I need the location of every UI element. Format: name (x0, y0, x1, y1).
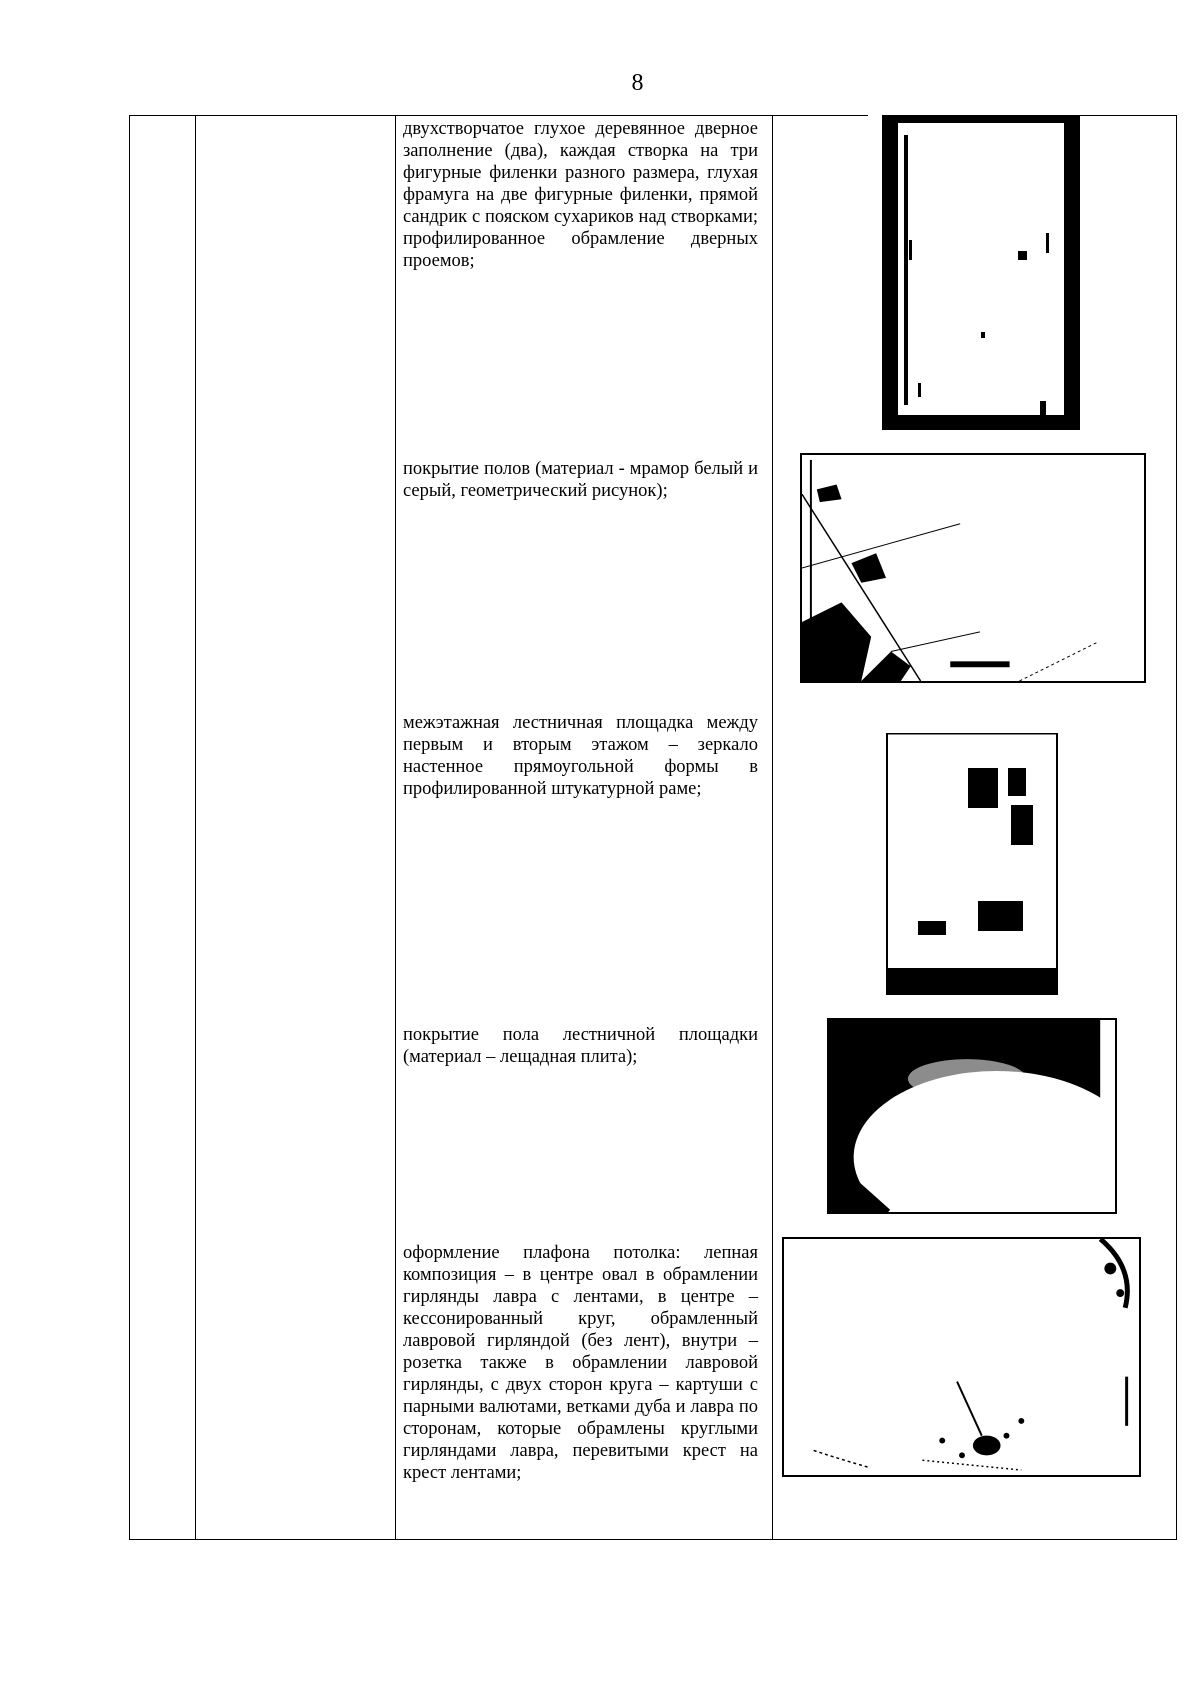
description-ceiling-plafond: оформление плафона потолка: лепная композиция – в центре овал в обрамлении гирлянды лавра с лентами, в центре – кессонированный круг, обрамленный лавровой гирляндой (без лент), внутри – розетка также в обрамлении лавровой гирлянды, с двух сторон круга – картуши с парными валютами, ветками дуба и лавра по сторонам, которые обрамлены круглыми гирляндами лавра, перевитыми крест на крест лентами; (403, 1243, 758, 1483)
description-door: двухстворчатое глухое деревянное дверное заполнение (два), каждая створка на три фигурные филенки разного размера, глухая фрамуга на две фигурные филенки, прямой сандрик с пояском сухариков над створками; профилированное обрамление дверных проемов; (403, 119, 758, 271)
description-marble-floor: покрытие полов (материал - мрамор белый и серый, геометрический рисунок); (403, 459, 758, 501)
description-landing-floor: покрытие пола лестничной площадки (материал – лещадная плита); (403, 1025, 758, 1067)
marble-floor-photo (800, 453, 1146, 683)
ceiling-plafond-photo (782, 1237, 1141, 1477)
wall-mirror-photo (886, 733, 1058, 995)
door-photo (868, 115, 1080, 430)
description-wall-mirror: межэтажная лестничная площадка между первым и вторым этажом – зеркало настенное прямоугольной формы в профилированной штукатурной раме; (403, 713, 758, 799)
landing-floor-photo (827, 1018, 1117, 1214)
column-divider-2 (395, 115, 396, 1540)
column-divider-3 (772, 115, 773, 1540)
page-number: 8 (631, 70, 644, 96)
column-divider-1 (195, 115, 196, 1540)
